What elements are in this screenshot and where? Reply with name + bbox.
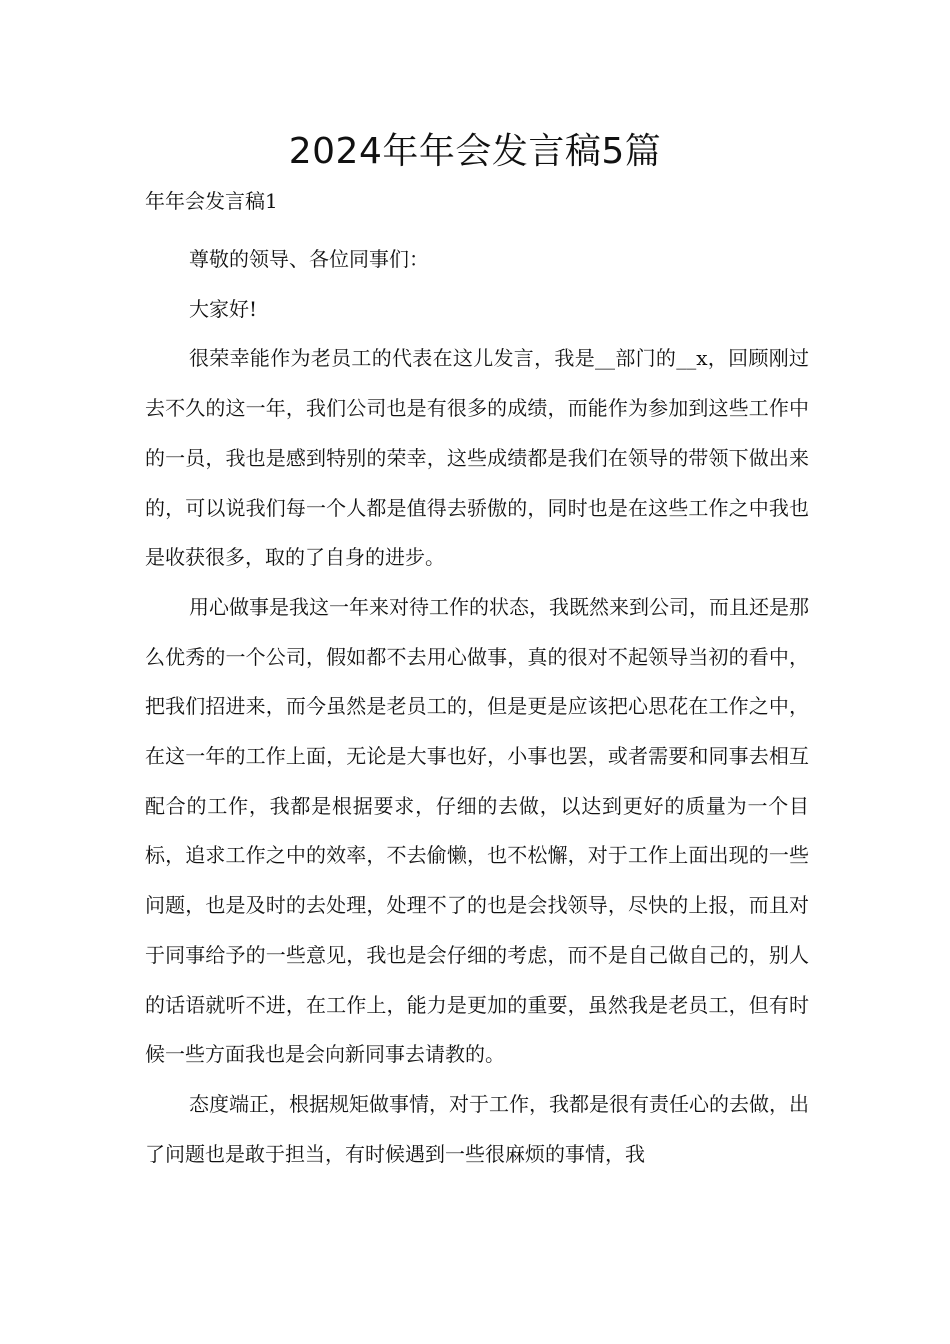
body-paragraph: 很荣幸能作为老员工的代表在这儿发言，我是__部门的__x，回顾刚过去不久的这一年，我们公司也是有很多的成绩，而能作为参加到这些工作中的一员，我也是感到特别的荣幸，这些成绩都是我们在领导的带领下做出来的，可以说我们每一个人都是值得去骄傲的，同时也是在这些工作之中我也是收获很多，取的了自身的进步。 — [145, 346, 809, 570]
document-title: 2024年年会发言稿5篇 — [288, 131, 662, 172]
greeting-paragraph: 尊敬的领导、各位同事们： — [189, 247, 429, 271]
salutation-paragraph: 大家好! — [189, 296, 258, 321]
body-paragraph: 用心做事是我这一年来对待工作的状态，我既然来到公司，而且还是那么优秀的一个公司，假如都不去用心做事，真的很对不起领导当初的看中，把我们招进来，而今虽然是老员工的，但是更是应该把心思花在工作之中，在这一年的工作上面，无论是大事也好，小事也罢，或者需要和同事去相互配合的工作，我都是根据要求，仔细的去做，以达到更好的质量为一个目标，追求工作之中的效率，不去偷懒，也不松懈，对于工作上面出现的一些问题，也是及时的去处理，处理不了的也是会找领导，尽快的上报，而且对于同事给予的一些意见，我也是会仔细的考虑，而不是自己做自己的，别人的话语就听不进，在工作上，能力是更加的重要，虽然我是老员工，但有时候一些方面我也是会向新同事去请教的。 — [145, 594, 809, 1067]
section-heading: 年年会发言稿1 — [145, 189, 278, 213]
document-body — [145, 235, 809, 1179]
body-paragraph: 态度端正，根据规矩做事情，对于工作，我都是很有责任心的去做，出了问题也是敢于担当，有时候遇到一些很麻烦的事情，我 — [145, 1091, 809, 1166]
